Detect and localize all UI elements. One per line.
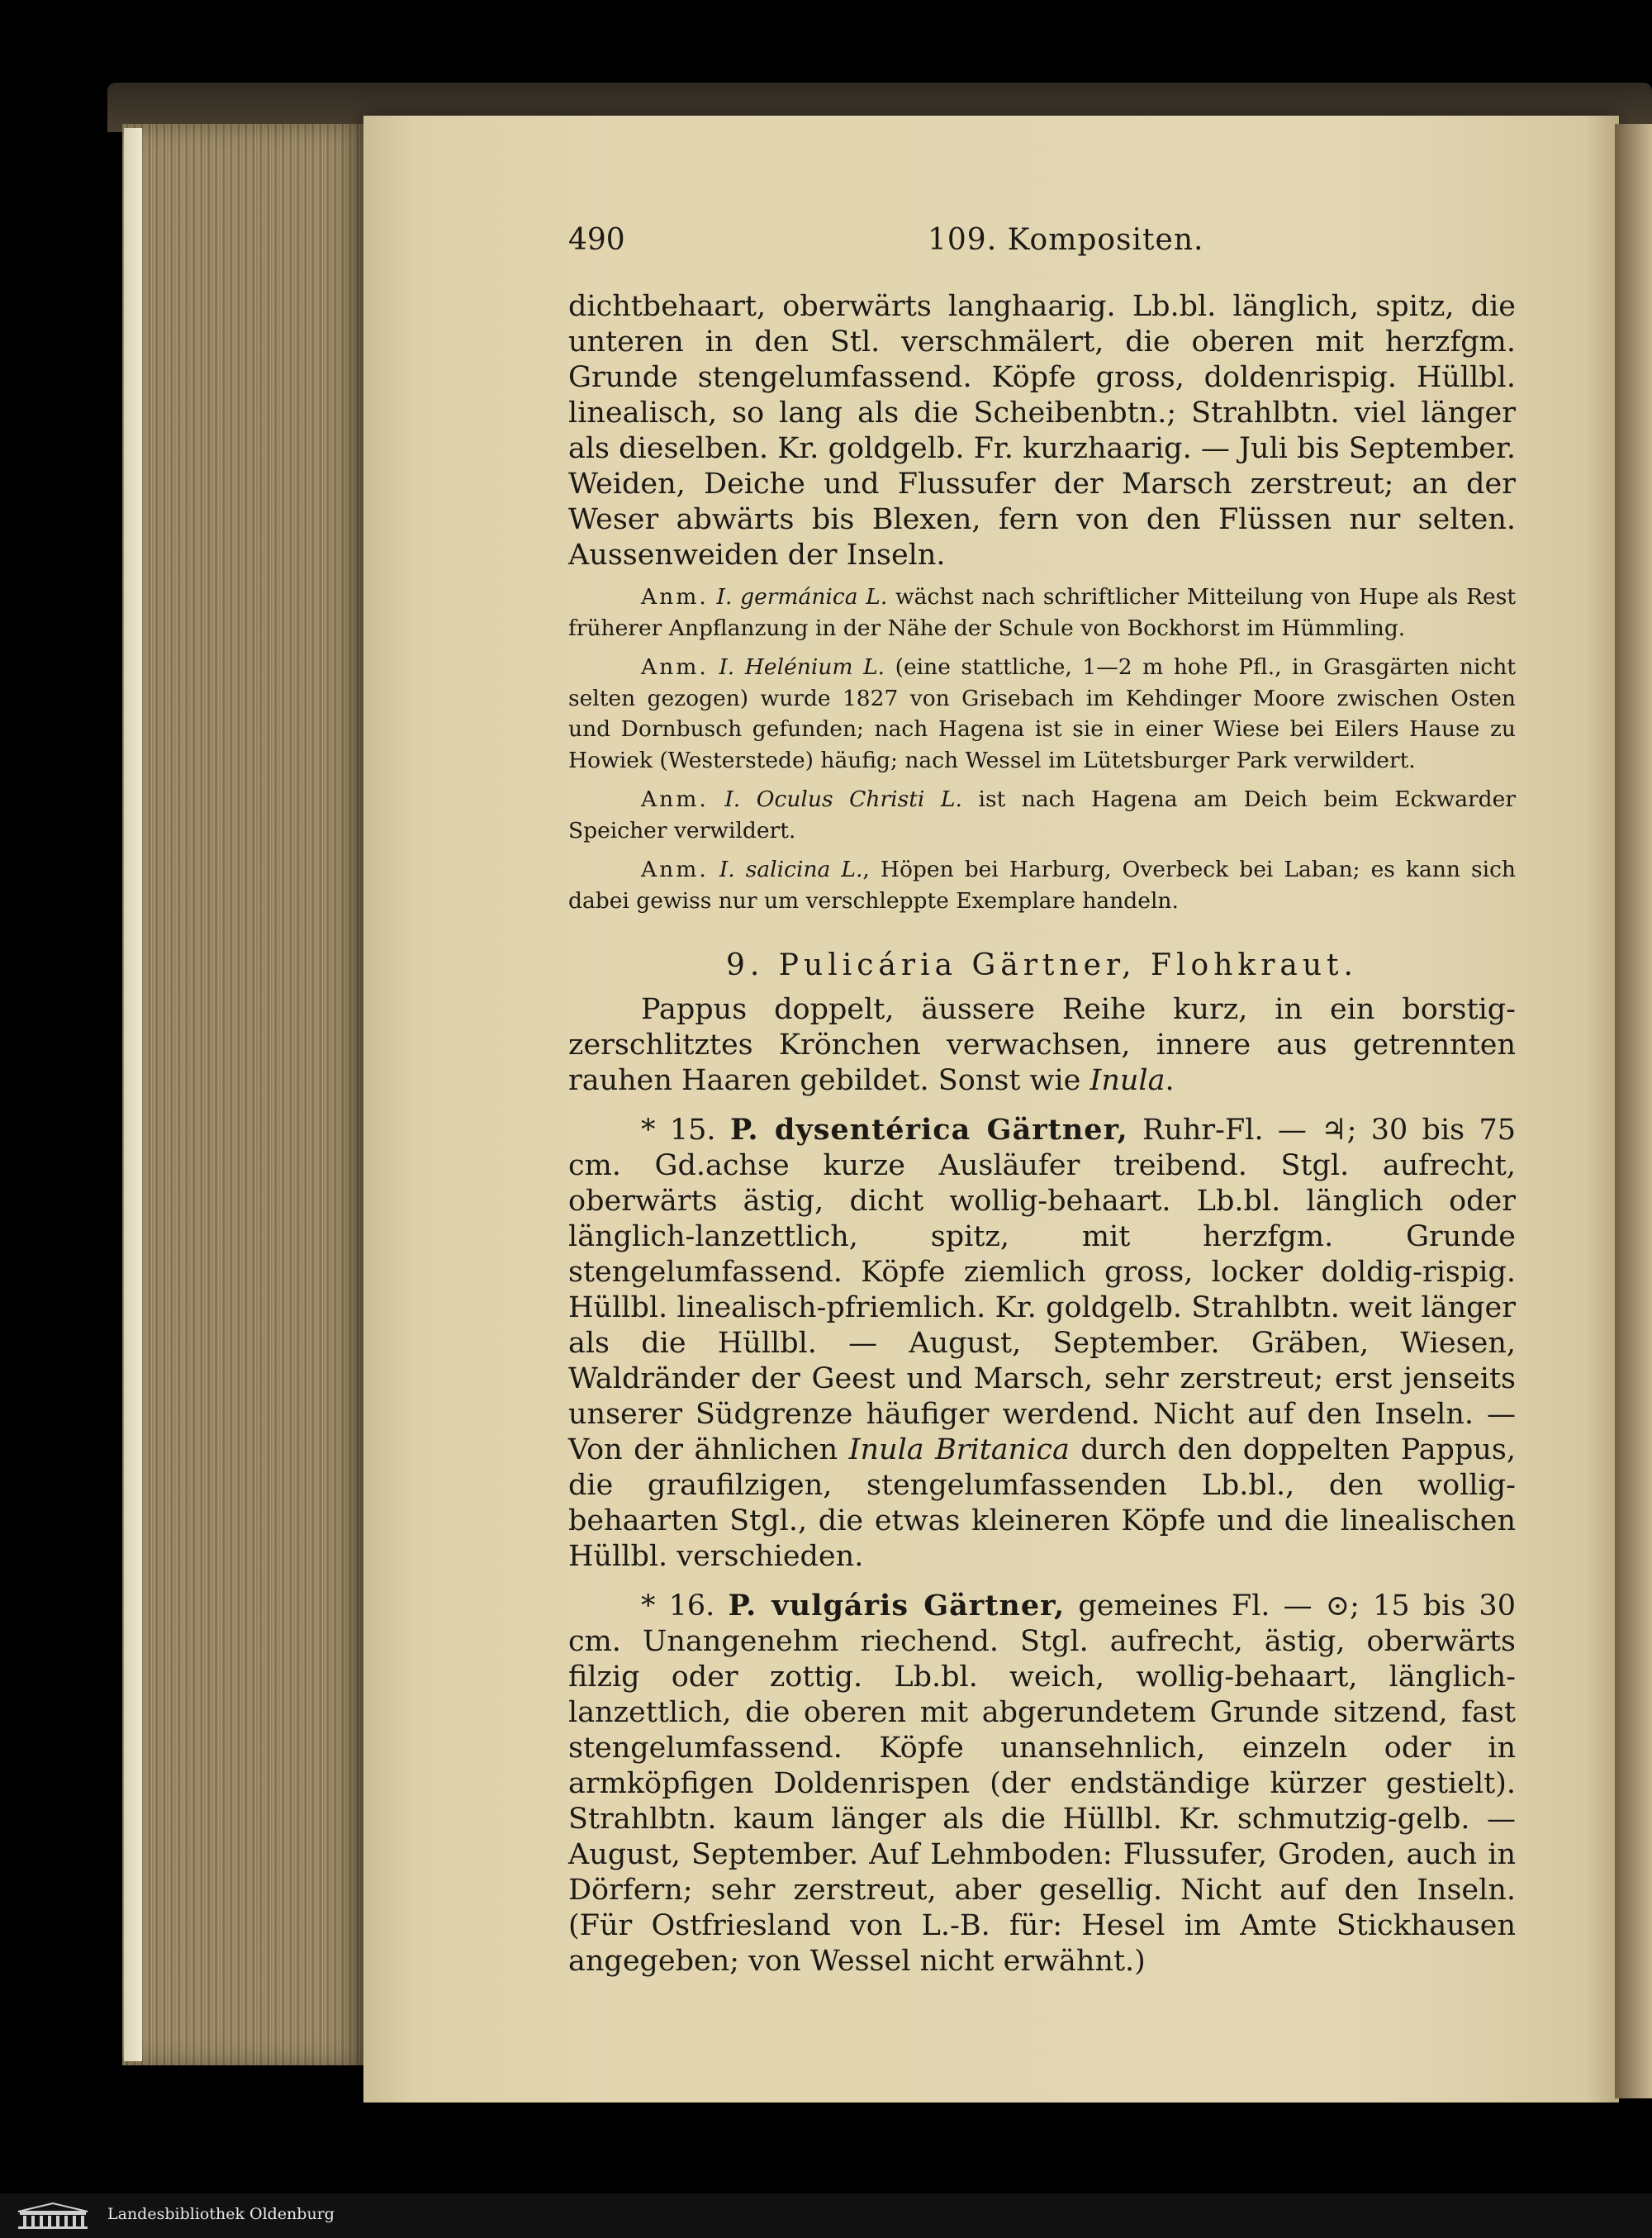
species-italic: Inula Britanica	[848, 1433, 1070, 1466]
species-entry-16	[568, 1588, 1516, 1979]
species-text-end: durch den doppelten Pappus, die graufilzigen, stengelumfassenden Lb.bl., den wollig-behaarten Stgl., die etwas kleineren Köpfe und die linealischen Hüllbl. verschieden.	[568, 1433, 1516, 1573]
genus-description	[568, 992, 1516, 1099]
species-marker: * 15.	[641, 1114, 716, 1147]
page-number: 490	[568, 223, 625, 257]
note	[568, 652, 1516, 776]
genus-desc-start: Pappus doppelt, äussere Reihe kurz, in ein borstig-zerschlitztes Krönchen verwachsen, innere aus getrennten rauhen Haaren gebildet. Sonst wie	[568, 993, 1516, 1097]
note-species: I. salicina L.	[719, 857, 863, 882]
footer-bar	[0, 2193, 1652, 2238]
genus-desc-end: .	[1165, 1064, 1175, 1097]
institution-name[interactable]: Landesbibliothek Oldenburg	[107, 2205, 335, 2223]
genus-title: 9. Pulicária Gärtner, Flohkraut.	[726, 948, 1358, 982]
species-name: P. dysentérica Gärtner,	[729, 1113, 1128, 1147]
page-header	[568, 223, 1516, 264]
note-text: , Höpen bei Harburg, Overbeck bei Laban; es kann sich dabei gewiss nur um verschleppte Exemplare handeln.	[568, 857, 1516, 914]
species-entry-15	[568, 1112, 1516, 1575]
note	[568, 854, 1516, 916]
next-page-edge	[1615, 124, 1652, 2098]
note-label: Anm.	[641, 584, 709, 610]
paragraph: dichtbehaart, oberwärts langhaarig. Lb.bl. länglich, spitz, die unteren in den Stl. verschmälert, die oberen mit herzfgm. Grunde stengelumfassend. Köpfe gross, doldenrispig. Hüllbl. linealisch, so lang als die Scheibenbtn.; Strahlbtn. viel länger als dieselben. Kr. goldgelb. Fr. kurzhaarig. — Juli bis September. Weiden, Deiche und Flussufer der Marsch zerstreut; an der Weser abwärts bis Blexen, fern von den Flüssen nur selten. Aussenweiden der Inseln.	[568, 290, 1516, 572]
note-label: Anm.	[641, 786, 709, 812]
note-species: I. Helénium L.	[719, 654, 885, 680]
species-text: Ruhr-Fl. — ♃; 30 bis 75 cm. Gd.achse kurze Ausläufer treibend. Stgl. aufrecht, oberwärts ästig, dicht wollig-behaart. Lb.bl. länglich oder länglich-lanzettlich, spitz, mit herzfgm. Grunde stengelumfassend. Köpfe ziemlich gross, locker doldig-rispig. Hüllbl. linealisch-pfriemlich. Kr. goldgelb. Strahlbtn. weit länger als die Hüllbl. — August, September. Gräben, Wiesen, Waldränder der Geest und Marsch, sehr zerstreut; erst jenseits unserer Südgrenze häufiger werdend. Nicht auf den Inseln. — Von der ähnlichen	[568, 1114, 1516, 1466]
note-label: Anm.	[641, 654, 709, 680]
note-species: I. Oculus Christi L.	[724, 786, 962, 812]
species-marker: * 16.	[641, 1589, 715, 1623]
note	[568, 582, 1516, 644]
note-text: (eine stattliche, 1—2 m hohe Pfl., in Grasgärten nicht selten gezogen) wurde 1827 von Grisebach im Kehdinger Moore zwischen Osten und Dornbusch gefunden; nach Hagena ist sie in einer Wiese bei Eilers Hause zu Howiek (Westerstede) häufig; nach Wessel im Lütetsburger Park verwildert.	[568, 654, 1516, 773]
note-label: Anm.	[641, 857, 709, 882]
note-species: I. germánica L.	[716, 584, 888, 610]
page-edge-white	[124, 128, 142, 2061]
page-edges	[122, 124, 370, 2065]
species-name: P. vulgáris Gärtner,	[728, 1589, 1066, 1623]
library-building-icon	[15, 2202, 91, 2230]
note-text: ist nach Hagena am Deich beim Eckwarder Speicher verwildert.	[568, 786, 1516, 843]
note-text: wächst nach schriftlicher Mitteilung von Hupe als Rest früherer Anpflanzung in der Nähe der Schule von Bockhorst im Hümmling.	[568, 584, 1516, 641]
body-text	[568, 289, 1516, 1979]
genus-desc-italic: Inula	[1089, 1064, 1165, 1097]
species-text: gemeines Fl. — ⊙; 15 bis 30 cm. Unangenehm riechend. Stgl. aufrecht, ästig, oberwärts filzig oder zottig. Lb.bl. weich, wollig-behaart, länglich-lanzettlich, die oberen mit abgerundetem Grunde sitzend, fast stengelumfassend. Köpfe unansehnlich, einzeln oder in armköpfigen Doldenrispen (der endständige kürzer gestielt). Strahlbtn. kaum länger als die Hüllbl. Kr. schmutzig-gelb. — August, September. Auf Lehmboden: Flussufer, Groden, auch in Dörfern; sehr zerstreut, aber gesellig. Nicht auf den Inseln. (Für Ostfriesland von L.-B. für: Hesel im Amte Stickhausen angegeben; von Wessel nicht erwähnt.)	[568, 1589, 1516, 1978]
note	[568, 784, 1516, 846]
running-title: 109. Kompositen.	[928, 223, 1204, 257]
